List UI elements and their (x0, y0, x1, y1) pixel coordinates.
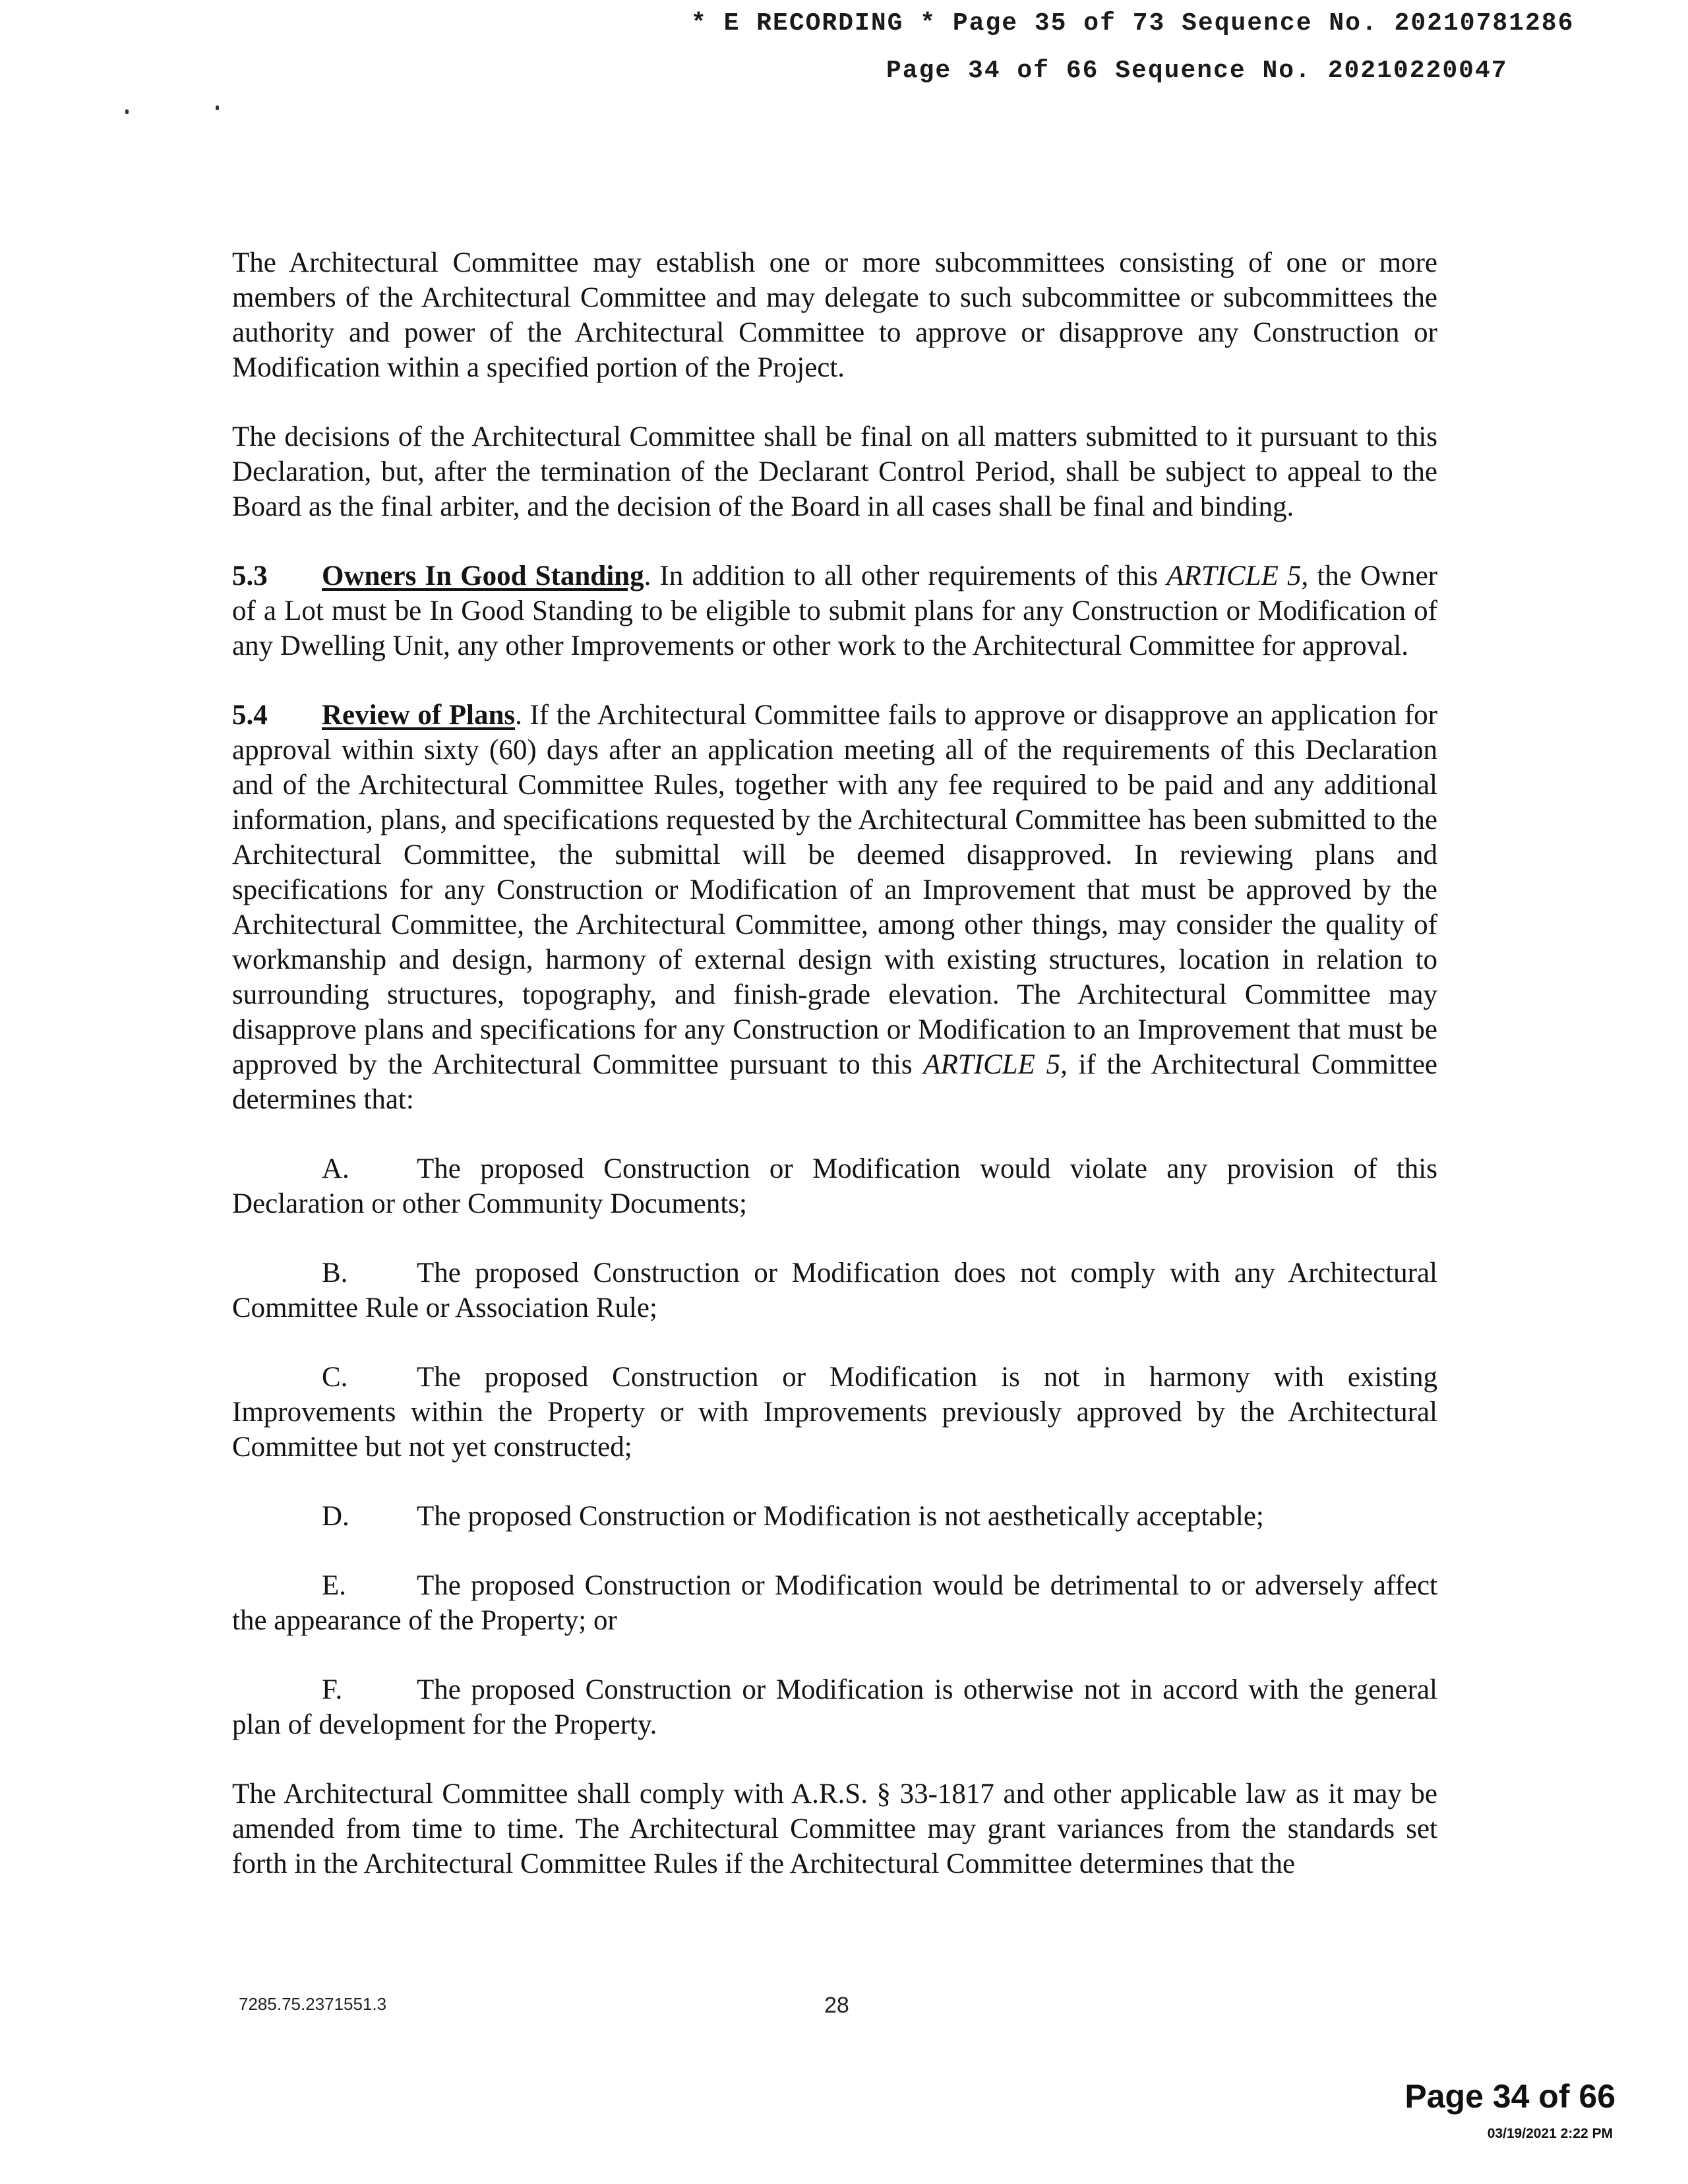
list-letter: C. (322, 1362, 348, 1393)
section-5-3 (232, 559, 1437, 663)
section-text: . In addition to all other requirements of this (644, 561, 1167, 592)
document-id: 7285.75.2371551.3 (239, 1994, 387, 2014)
paragraph-decisions: The decisions of the Architectural Committee shall be final on all matters submitted to it pursuant to this Declaration, but, after the termination of the Declarant Control Period, shall be subject to appeal to the Board as the final arbiter, and the decision of the Board in all cases shall be final and binding. (232, 421, 1437, 522)
list-text: The proposed Construction or Modification is not aesthetically acceptable; (417, 1501, 1264, 1532)
list-letter: F. (322, 1674, 343, 1705)
list-item (232, 1256, 1437, 1325)
section-5-4 (232, 698, 1437, 1117)
list-letter: B. (322, 1258, 348, 1289)
section-heading: Review of Plans (322, 700, 516, 731)
list-text: The proposed Construction or Modification is not in harmony with existing Improvements within the Property or with Improvements previously approved by the Architectural Committee but not yet constructed; (232, 1362, 1437, 1463)
recording-header-line: * E RECORDING * Page 35 of 73 Sequence No. 20210781286 (691, 9, 1575, 38)
list-letter: D. (322, 1501, 349, 1532)
list-item (232, 1568, 1437, 1638)
paragraph-variances: The Architectural Committee shall comply with A.R.S. § 33-1817 and other applicable law as it may be amended from time to time. The Architectural Committee may grant variances from the standards set forth in the Architectural Committee Rules if the Architectural Committee determines that the (232, 1778, 1437, 1879)
section-text: , the Owner of a Lot must be In Good Standing to be eligible to submit plans for any Construction or Modification of any Dwelling Unit, any other Improvements or other work to the Architectural Committee for approval. (232, 561, 1437, 661)
list-text: The proposed Construction or Modification is otherwise not in accord with the general plan of development for the Property. (232, 1674, 1437, 1740)
list-text: The proposed Construction or Modification does not comply with any Architectural Committee Rule or Association Rule; (232, 1258, 1437, 1323)
article-reference: ARTICLE 5 (1166, 561, 1302, 592)
scan-speck (125, 109, 129, 114)
section-text: if the Architectural Committee determines that: (232, 1049, 1437, 1115)
document-body (232, 245, 1437, 1916)
list-item (232, 1360, 1437, 1465)
list-text: The proposed Construction or Modification would be detrimental to or adversely affect the appearance of the Property; or (232, 1570, 1437, 1636)
page-sequence-header-line: Page 34 of 66 Sequence No. 20210220047 (886, 57, 1508, 85)
list-text: The proposed Construction or Modification would violate any provision of this Declaration or other Community Documents; (232, 1153, 1437, 1219)
paragraph-subcommittees: The Architectural Committee may establish one or more subcommittees consisting of one or more members of the Architectural Committee and may delegate to such subcommittee or subcommittees the authority and power of the Architectural Committee to approve or disapprove any Construction or Modification within a specified portion of the Project. (232, 247, 1437, 383)
list-item (232, 1672, 1437, 1742)
list-item (232, 1151, 1437, 1221)
date-stamp: 03/19/2021 2:22 PM (1487, 2126, 1613, 2141)
list-letter: E. (322, 1570, 347, 1601)
list-letter: A. (322, 1153, 349, 1184)
page-number: 28 (824, 1993, 849, 2018)
section-text: . If the Architectural Committee fails to approve or disapprove an application for approval within sixty (60) days after an application meeting all of the requirements of this Declaration and of the Architectural Committee Rules, together with any fee required to be paid and any additional information, plans, and specifications requested by the Architectural Committee has been submitted to the Architectural Committee, the submittal will be deemed disapproved. In reviewing plans and specifications for any Construction or Modification of an Improvement that must be approved by the Architectural Committee, the Architectural Committee, among other things, may consider the quality of workmanship and design, harmony of external design with existing structures, location in relation to surrounding structures, topography, and finish-grade elevation. The Architectural Committee may disapprove plans and specifications for any Construction or Modification to an Improvement that must be approved by the Architectural Committee pursuant to this (232, 700, 1437, 1080)
section-number: 5.3 (232, 561, 268, 592)
page-stamp: Page 34 of 66 (1404, 2078, 1615, 2115)
list-item (232, 1499, 1437, 1534)
scan-speck (216, 106, 219, 110)
section-number: 5.4 (232, 700, 268, 731)
section-heading: Owners In Good Standing (322, 561, 644, 592)
article-reference: ARTICLE 5, (923, 1049, 1068, 1080)
